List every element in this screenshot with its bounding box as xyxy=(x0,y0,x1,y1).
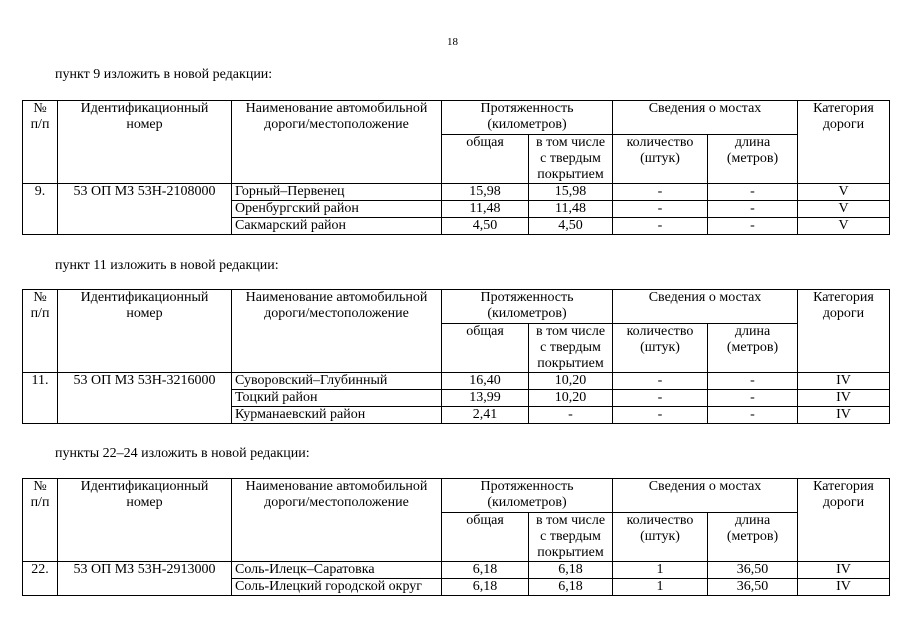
bridge-length: - xyxy=(708,407,798,424)
length-total: 16,40 xyxy=(442,373,529,390)
road-category: V xyxy=(798,184,890,201)
road-category: IV xyxy=(798,373,890,390)
road-category: V xyxy=(798,218,890,235)
length-total: 6,18 xyxy=(442,562,529,579)
header-id: Идентификационный номер xyxy=(58,101,232,184)
bridge-count: - xyxy=(613,184,708,201)
header-bridge-length: длина (метров) xyxy=(708,324,798,373)
header-total: общая xyxy=(442,135,529,184)
road-category: IV xyxy=(798,390,890,407)
header-bridges: Сведения о мостах xyxy=(613,101,798,135)
row-number: 22. xyxy=(23,562,58,596)
road-category: IV xyxy=(798,562,890,579)
bridge-count: - xyxy=(613,407,708,424)
header-count: количество (штук) xyxy=(613,513,708,562)
bridge-length: - xyxy=(708,184,798,201)
header-length: Протяженность (километров) xyxy=(442,479,613,513)
bridge-count: - xyxy=(613,390,708,407)
header-name: Наименование автомобильной дороги/местоположение xyxy=(232,101,442,184)
road-category: V xyxy=(798,201,890,218)
table-row xyxy=(23,562,890,579)
header-num: № п/п xyxy=(23,290,58,373)
length-paved: 4,50 xyxy=(529,218,613,235)
length-total: 15,98 xyxy=(442,184,529,201)
section-intro: пункты 22–24 изложить в новой редакции: xyxy=(55,446,310,461)
bridge-length: 36,50 xyxy=(708,562,798,579)
length-total: 4,50 xyxy=(442,218,529,235)
road-name: Оренбургский район xyxy=(232,201,442,218)
length-paved: 11,48 xyxy=(529,201,613,218)
header-num: № п/п xyxy=(23,479,58,562)
length-paved: 15,98 xyxy=(529,184,613,201)
road-name: Суворовский–Глубинный xyxy=(232,373,442,390)
header-bridges: Сведения о мостах xyxy=(613,479,798,513)
road-name: Соль-Илецкий городской округ xyxy=(232,579,442,596)
header-bridge-length: длина (метров) xyxy=(708,513,798,562)
header-id: Идентификационный номер xyxy=(58,290,232,373)
header-paved: в том числе с твердым покрытием xyxy=(529,513,613,562)
section-intro: пункт 11 изложить в новой редакции: xyxy=(55,258,279,273)
header-category: Категория дороги xyxy=(798,101,890,184)
length-paved: 10,20 xyxy=(529,390,613,407)
bridge-count: - xyxy=(613,218,708,235)
page-number: 18 xyxy=(447,36,458,48)
bridge-length: - xyxy=(708,201,798,218)
road-category: IV xyxy=(798,407,890,424)
header-bridges: Сведения о мостах xyxy=(613,290,798,324)
roads-table xyxy=(22,478,890,596)
header-category: Категория дороги xyxy=(798,479,890,562)
header-id: Идентификационный номер xyxy=(58,479,232,562)
road-id: 53 ОП МЗ 53Н-2913000 xyxy=(58,562,232,596)
bridge-length: - xyxy=(708,218,798,235)
header-total: общая xyxy=(442,513,529,562)
header-row xyxy=(23,101,890,135)
header-paved: в том числе с твердым покрытием xyxy=(529,324,613,373)
row-number: 11. xyxy=(23,373,58,424)
length-total: 6,18 xyxy=(442,579,529,596)
roads-table xyxy=(22,289,890,424)
length-paved: 10,20 xyxy=(529,373,613,390)
bridge-count: 1 xyxy=(613,579,708,596)
row-number: 9. xyxy=(23,184,58,235)
length-paved: 6,18 xyxy=(529,562,613,579)
length-total: 13,99 xyxy=(442,390,529,407)
table-row xyxy=(23,373,890,390)
road-category: IV xyxy=(798,579,890,596)
header-row xyxy=(23,290,890,324)
roads-table xyxy=(22,100,890,235)
header-length: Протяженность (километров) xyxy=(442,101,613,135)
bridge-length: - xyxy=(708,373,798,390)
bridge-count: - xyxy=(613,373,708,390)
road-id: 53 ОП МЗ 53Н-2108000 xyxy=(58,184,232,235)
header-category: Категория дороги xyxy=(798,290,890,373)
bridge-count: 1 xyxy=(613,562,708,579)
road-name: Сакмарский район xyxy=(232,218,442,235)
header-count: количество (штук) xyxy=(613,135,708,184)
header-paved: в том числе с твердым покрытием xyxy=(529,135,613,184)
header-length: Протяженность (километров) xyxy=(442,290,613,324)
header-bridge-length: длина (метров) xyxy=(708,135,798,184)
bridge-length: - xyxy=(708,390,798,407)
length-paved: - xyxy=(529,407,613,424)
length-paved: 6,18 xyxy=(529,579,613,596)
length-total: 11,48 xyxy=(442,201,529,218)
road-name: Соль-Илецк–Саратовка xyxy=(232,562,442,579)
header-num: № п/п xyxy=(23,101,58,184)
bridge-length: 36,50 xyxy=(708,579,798,596)
header-name: Наименование автомобильной дороги/местоположение xyxy=(232,290,442,373)
table-row xyxy=(23,184,890,201)
header-count: количество (штук) xyxy=(613,324,708,373)
section-intro: пункт 9 изложить в новой редакции: xyxy=(55,67,273,82)
header-row xyxy=(23,479,890,513)
road-name: Тоцкий район xyxy=(232,390,442,407)
header-total: общая xyxy=(442,324,529,373)
header-name: Наименование автомобильной дороги/местоположение xyxy=(232,479,442,562)
bridge-count: - xyxy=(613,201,708,218)
road-id: 53 ОП МЗ 53Н-3216000 xyxy=(58,373,232,424)
road-name: Курманаевский район xyxy=(232,407,442,424)
length-total: 2,41 xyxy=(442,407,529,424)
road-name: Горный–Первенец xyxy=(232,184,442,201)
